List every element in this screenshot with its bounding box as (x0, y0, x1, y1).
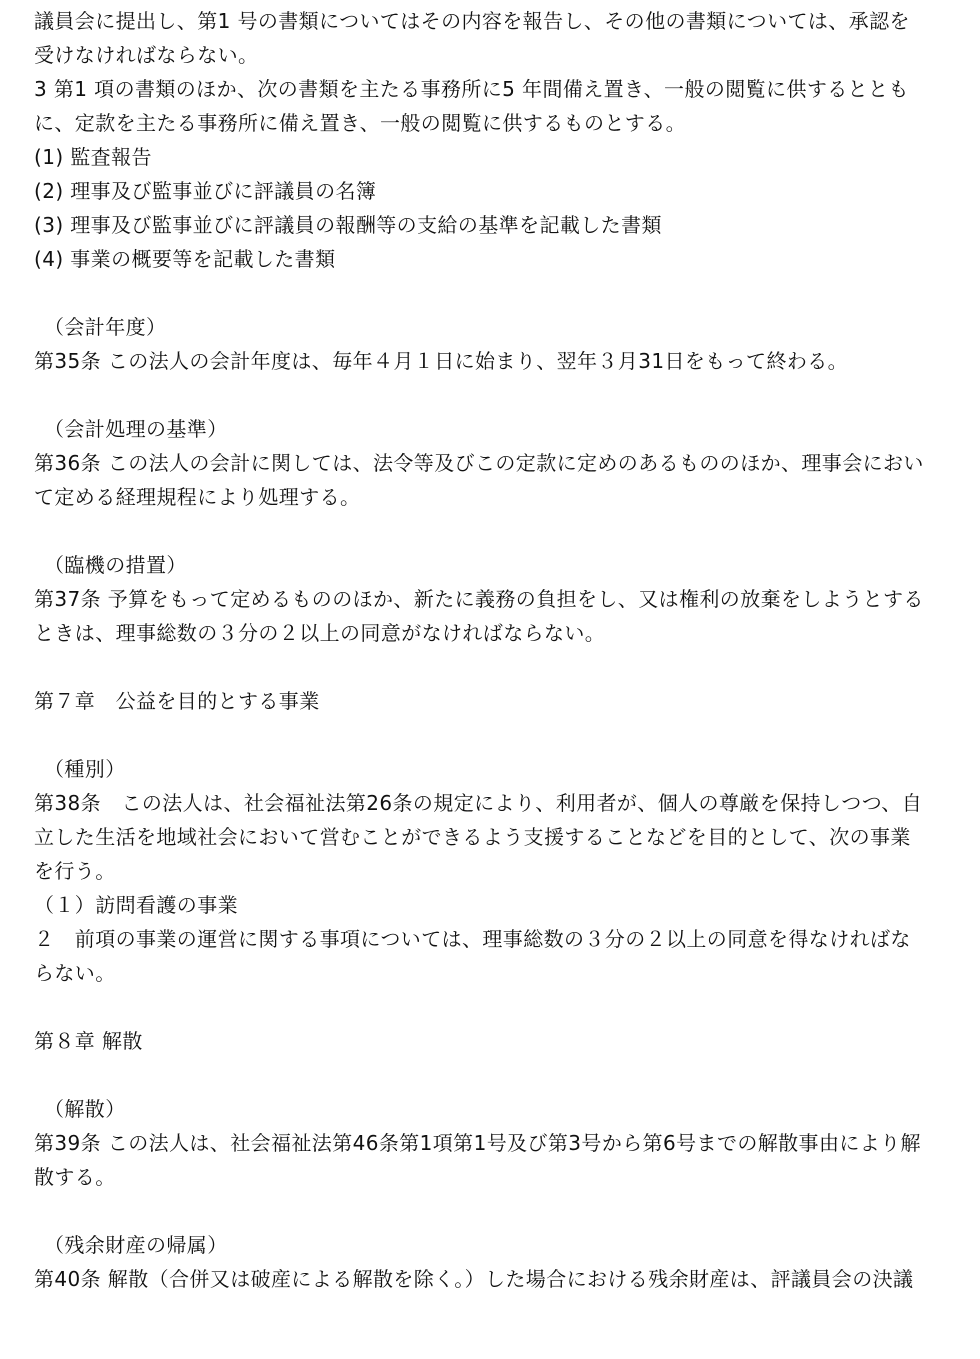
article-text: 第38条 この法人は、社会福祉法第26条の規定により、利用者が、個人の尊厳を保持しつつ、自 (34, 791, 923, 815)
article-text: 第40条 解散（合併又は破産による解散を除く。）した場合における残余財産は、評議員会の決議 (34, 1267, 914, 1291)
list-item: （１）訪問看護の事業 (34, 893, 238, 917)
text-line: 3 第1 項の書類のほか、次の書類を主たる事務所に5 年間備え置き、一般の閲覧に供するととも (34, 77, 909, 101)
section-heading: （残余財産の帰属） (44, 1233, 228, 1257)
article-text: 第37条 予算をもって定めるもののほか、新たに義務の負担をし、又は権利の放棄をしようとする (34, 587, 924, 611)
article-text: 第39条 この法人は、社会福祉法第46条第1項第1号及び第3号から第6号までの解散事由により解 (34, 1131, 921, 1155)
list-item: (2) 理事及び監事並びに評議員の名簿 (34, 179, 377, 203)
article-text: を行う。 (34, 859, 116, 883)
article-text: ２ 前項の事業の運営に関する事項については、理事総数の３分の２以上の同意を得なければな (34, 927, 911, 951)
blank-line (34, 1194, 954, 1228)
chapter-heading: 第８章 解散 (34, 1029, 143, 1053)
list-item: (3) 理事及び監事並びに評議員の報酬等の支給の基準を記載した書類 (34, 213, 662, 237)
blank-line (34, 718, 954, 752)
section-heading: （解散） (44, 1097, 126, 1121)
blank-line (34, 378, 954, 412)
blank-line (34, 990, 954, 1024)
text-line: に、定款を主たる事務所に備え置き、一般の閲覧に供するものとする。 (34, 111, 686, 135)
section-heading: （会計年度） (44, 315, 167, 339)
list-item: (4) 事業の概要等を記載した書類 (34, 247, 336, 271)
section-heading: （種別） (44, 757, 126, 781)
blank-line (34, 1058, 954, 1092)
article-text: て定める経理規程により処理する。 (34, 485, 361, 509)
document-body (34, 4, 954, 1296)
list-item: (1) 監査報告 (34, 145, 152, 169)
blank-line (34, 650, 954, 684)
text-line: 議員会に提出し、第1 号の書類についてはその内容を報告し、その他の書類については、承認を (34, 9, 910, 33)
blank-line (34, 276, 954, 310)
text-line: 受けなければならない。 (34, 43, 259, 67)
section-heading: （会計処理の基準） (44, 417, 228, 441)
article-text: 第35条 この法人の会計年度は、毎年４月１日に始まり、翌年３月31日をもって終わる。 (34, 349, 849, 373)
chapter-heading: 第７章 公益を目的とする事業 (34, 689, 320, 713)
blank-line (34, 514, 954, 548)
article-text: 立した生活を地域社会において営むことができるよう支援することなどを目的として、次の事業 (34, 825, 911, 849)
article-text: ときは、理事総数の３分の２以上の同意がなければならない。 (34, 621, 606, 645)
article-text: 第36条 この法人の会計に関しては、法令等及びこの定款に定めのあるもののほか、理事会におい (34, 451, 924, 475)
article-text: らない。 (34, 961, 116, 985)
section-heading: （臨機の措置） (44, 553, 187, 577)
article-text: 散する。 (34, 1165, 116, 1189)
